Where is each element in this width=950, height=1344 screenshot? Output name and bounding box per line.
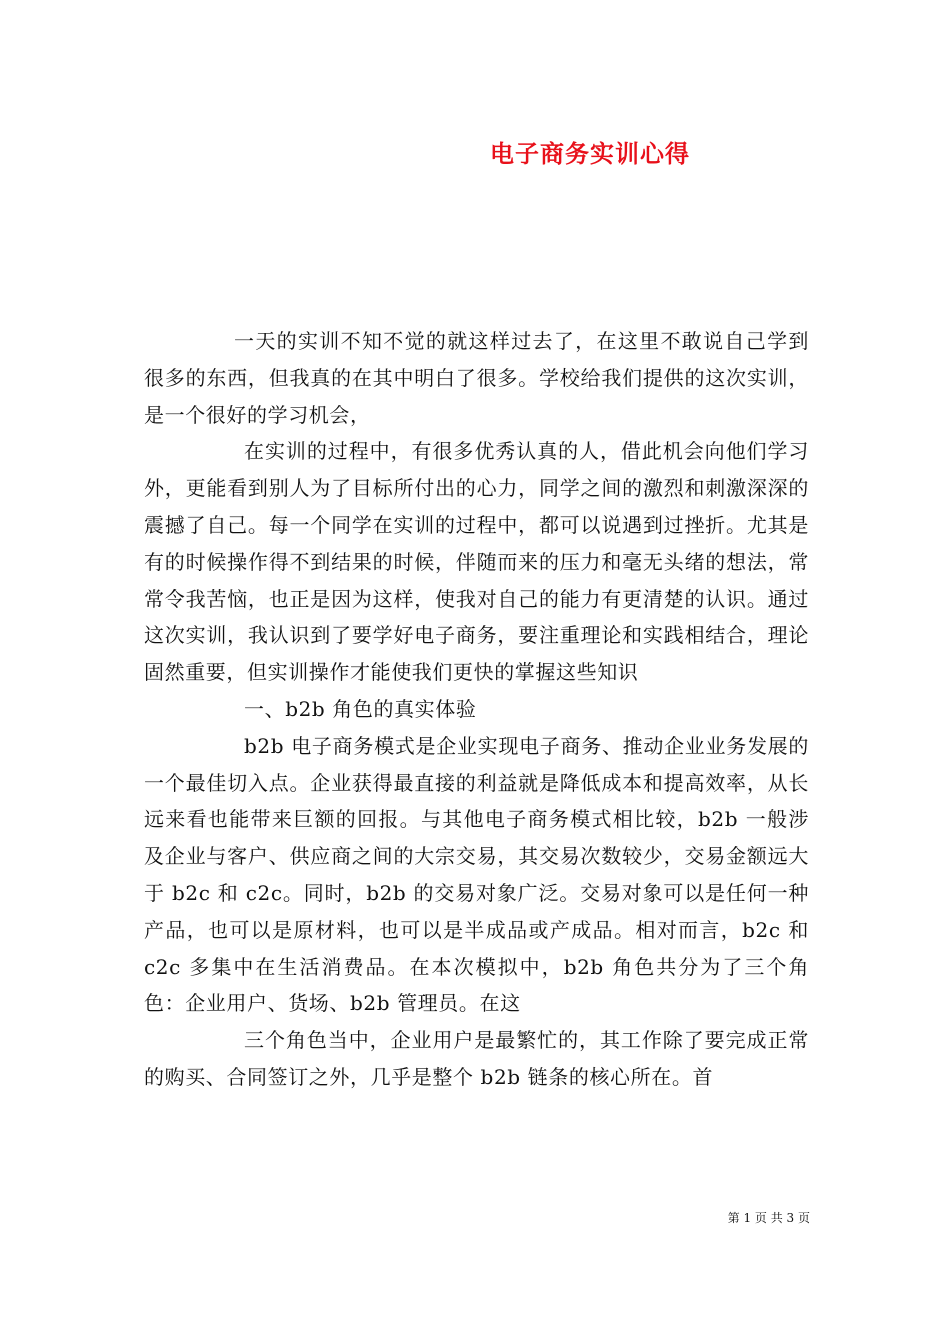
paragraph-reflection: 在实训的过程中，有很多优秀认真的人，借此机会向他们学习外，更能看到别人为了目标所付出的心力，同学之间的激烈和刺激深深的震撼了自己。每一个同学在实训的过程中，都可以说遇到过挫折。尤其是有的时候操作得不到结果的时候，伴随而来的压力和毫无头绪的想法，常常令我苦恼，也正是因为这样，使我对自己的能力有更清楚的认识。通过这次实训，我认识到了要学好电子商务，要注重理论和实践相结合，理论固然重要，但实训操作才能使我们更快的掌握这些知识	[144, 439, 809, 685]
page-number-footer: 第 1 页 共 3 页	[727, 1211, 810, 1225]
paragraph-roles: 三个角色当中，企业用户是最繁忙的，其工作除了要完成正常的购买、合同签订之外，几乎是整个 b2b 链条的核心所在。首	[144, 1028, 809, 1089]
paragraph-intro: 一天的实训不知不觉的就这样过去了，在这里不敢说自己学到很多的东西，但我真的在其中明白了很多。学校给我们提供的这次实训，是一个很好的学习机会，	[144, 329, 809, 427]
section-heading-b2b: 一、b2b 角色的真实体验	[244, 696, 477, 721]
paragraph-b2b-model: b2b 电子商务模式是企业实现电子商务、推动企业业务发展的一个最佳切入点。企业获得最直接的利益就是降低成本和提高效率，从长远来看也能带来巨额的回报。与其他电子商务模式相比较，b2b 一般涉及企业与客户、供应商之间的大宗交易，其交易次数较少，交易金额远大于 b2c 和 c2c。同时，b2b 的交易对象广泛。交易对象可以是任何一种产品，也可以是原材料，也可以是半成品或产成品。相对而言，b2c 和 c2c 多集中在生活消费品。在本次模拟中，b2b 角色共分为了三个角色：企业用户、货场、b2b 管理员。在这	[144, 733, 809, 1016]
document-body	[144, 323, 809, 1096]
document-title: 电子商务实训心得	[490, 139, 690, 168]
